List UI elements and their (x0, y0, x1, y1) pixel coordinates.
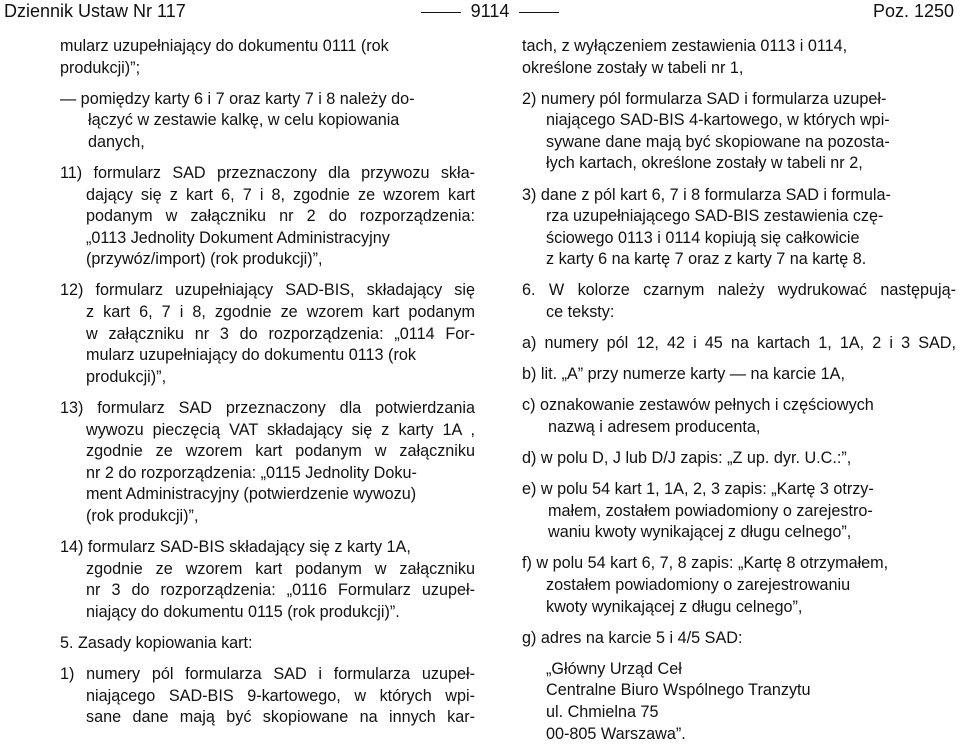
text-line: Centralne Biuro Wspólnego Tranzytu (546, 681, 811, 700)
text-line: kwoty wynikającej z długu celnego”, (546, 597, 803, 616)
paragraph (522, 280, 956, 323)
text-line: produkcji)”, (86, 367, 167, 386)
paragraph (522, 659, 956, 745)
text-line: łączyć w zestawie kalkę, w celu kopiowania (88, 111, 400, 130)
text-line: niającego SAD-BIS 9-kartowego, w których wpi- (86, 686, 475, 705)
text-line: mularz uzupełniający do dokumentu 0111 (rok (60, 37, 389, 55)
text-line: f) w polu 54 kart 6, 7, 8 zapis: „Kartę 8 otrzymałem, (522, 554, 889, 573)
text-line: ce teksty: (546, 303, 615, 322)
text-line: dający się z kart 6, 7 i 8, zgodnie ze wzorem kart (86, 185, 475, 204)
text-line: ul. Chmielna 75 (546, 702, 659, 721)
text-line: „Główny Urząd Ceł (546, 659, 682, 678)
text-line: niającego SAD-BIS 4-kartowego, w których wpi- (546, 111, 890, 130)
text-line: e) w polu 54 kart 1, 1A, 2, 3 zapis: „Kartę 3 otrzy- (522, 480, 874, 499)
text-line: ściowego 0113 i 0114 kopiują się całkowicie (546, 228, 860, 247)
paragraph (522, 185, 956, 271)
text-line: d) w polu D, J lub D/J zapis: „Z up. dyr. U.C.:”, (522, 449, 852, 467)
text-line: 1) numery pól formularza SAD i formularza uzupeł- (60, 664, 475, 683)
paragraph (60, 36, 475, 79)
paragraph (522, 89, 956, 175)
paragraph (60, 280, 475, 388)
text-line: sywane dane mają być skopiowane na pozosta- (546, 132, 890, 151)
text-line: 13) formularz SAD przeznaczony dla potwierdzania (60, 398, 475, 417)
text-line: produkcji)”; (60, 58, 141, 77)
text-line: z karty 6 na kartę 7 oraz z karty 7 na kartę 8. (546, 250, 867, 269)
text-line: 3) dane z pól kart 6, 7 i 8 formularza SAD i formula- (522, 185, 891, 204)
right-column (522, 36, 956, 755)
text-line: niający do dokumentu 0115 (rok produkcji)”. (86, 602, 400, 621)
text-line: zostałem powiadomiony o zarejestrowaniu (546, 575, 851, 594)
text-line: (przywóz/import) (rok produkcji)”, (86, 250, 323, 269)
paragraph (522, 36, 956, 79)
text-line: 14) formularz SAD-BIS składający się z karty 1A, (60, 537, 411, 556)
text-line: sane dane mają być skopiowane na innych kar- (86, 708, 475, 727)
paragraph (522, 333, 956, 355)
paragraph (60, 537, 475, 623)
text-line: waniu kwoty wynikającej z długu celnego”, (548, 523, 852, 542)
text-line: 11) formularz SAD przeznaczony dla przywozu skła- (60, 163, 475, 182)
text-line: a) numery pól 12, 42 i 45 na kartach 1, 1A, 2 i 3 SAD, (522, 334, 956, 353)
text-line: zgodnie ze wzorem kart podanym w załączniku (86, 559, 475, 578)
text-line: c) oznakowanie zestawów pełnych i częściowych (522, 396, 874, 415)
text-line: nazwą i adresem producenta, (548, 417, 761, 436)
text-line: łych kartach, określone zostały w tabeli nr 2, (546, 154, 863, 173)
text-line: danych, (88, 132, 145, 151)
text-line: rza uzupełniającego SAD-BIS zestawienia czę- (546, 207, 884, 226)
text-line: — pomiędzy karty 6 i 7 oraz karty 7 i 8 należy do- (60, 89, 415, 108)
text-line: 5. Zasady kopiowania kart: (60, 633, 253, 652)
position-number: Poz. 1250 (872, 1, 954, 21)
paragraph (522, 628, 956, 650)
paragraph (522, 448, 956, 470)
paragraph (60, 398, 475, 528)
text-line: z kart 6, 7 i 8, zgodnie ze wzorem kart podanym (86, 303, 475, 322)
text-line: tach, z wyłączeniem zestawienia 0113 i 0114, (522, 37, 848, 55)
text-line: określone zostały w tabeli nr 1, (522, 58, 744, 77)
paragraph (522, 395, 956, 438)
paragraph (60, 664, 475, 729)
text-line: „0113 Jednolity Dokument Administracyjny (86, 228, 390, 247)
paragraph (522, 364, 956, 386)
text-line: 6. W kolorze czarnym należy wydrukować następują- (522, 281, 956, 300)
paragraph (522, 479, 956, 544)
paragraph (60, 633, 475, 655)
text-line: mularz uzupełniający do dokumentu 0113 (rok (86, 346, 416, 365)
page-number: 9114 (400, 0, 580, 22)
text-line: 00-805 Warszawa”. (546, 724, 686, 743)
text-line: (rok produkcji)”, (86, 506, 199, 525)
text-line: b) lit. „A” przy numerze karty — na karcie 1A, (522, 365, 845, 384)
text-line: wywozu pieczęcią VAT składający się z karty 1A , (86, 420, 475, 439)
left-column (60, 36, 475, 738)
paragraph (522, 553, 956, 618)
text-line: 12) formularz uzupełniający SAD-BIS, składający się (60, 281, 475, 300)
text-line: g) adres na karcie 5 i 4/5 SAD: (522, 628, 743, 647)
page-header (0, 0, 960, 24)
journal-title: Dziennik Ustaw Nr 117 (4, 1, 186, 21)
text-line: zgodnie ze wzorem kart podanym w załączniku (86, 442, 475, 461)
text-line: ment Administracyjny (potwierdzenie wywozu) (86, 485, 417, 504)
paragraph (60, 163, 475, 271)
text-line: podanym w załączniku nr 2 do rozporządzenia: (86, 207, 475, 226)
text-line: w załączniku nr 3 do rozporządzenia: „0114 For- (86, 324, 475, 343)
paragraph (60, 89, 475, 154)
text-line: 2) numery pól formularza SAD i formularza uzupeł- (522, 89, 887, 108)
text-line: małem, zostałem powiadomiony o zarejestro- (548, 501, 873, 520)
text-line: nr 3 do rozporządzenia: „0116 Formularz uzupeł- (86, 581, 475, 600)
text-line: nr 2 do rozporządzenia: „0115 Jednolity Doku- (86, 463, 417, 482)
